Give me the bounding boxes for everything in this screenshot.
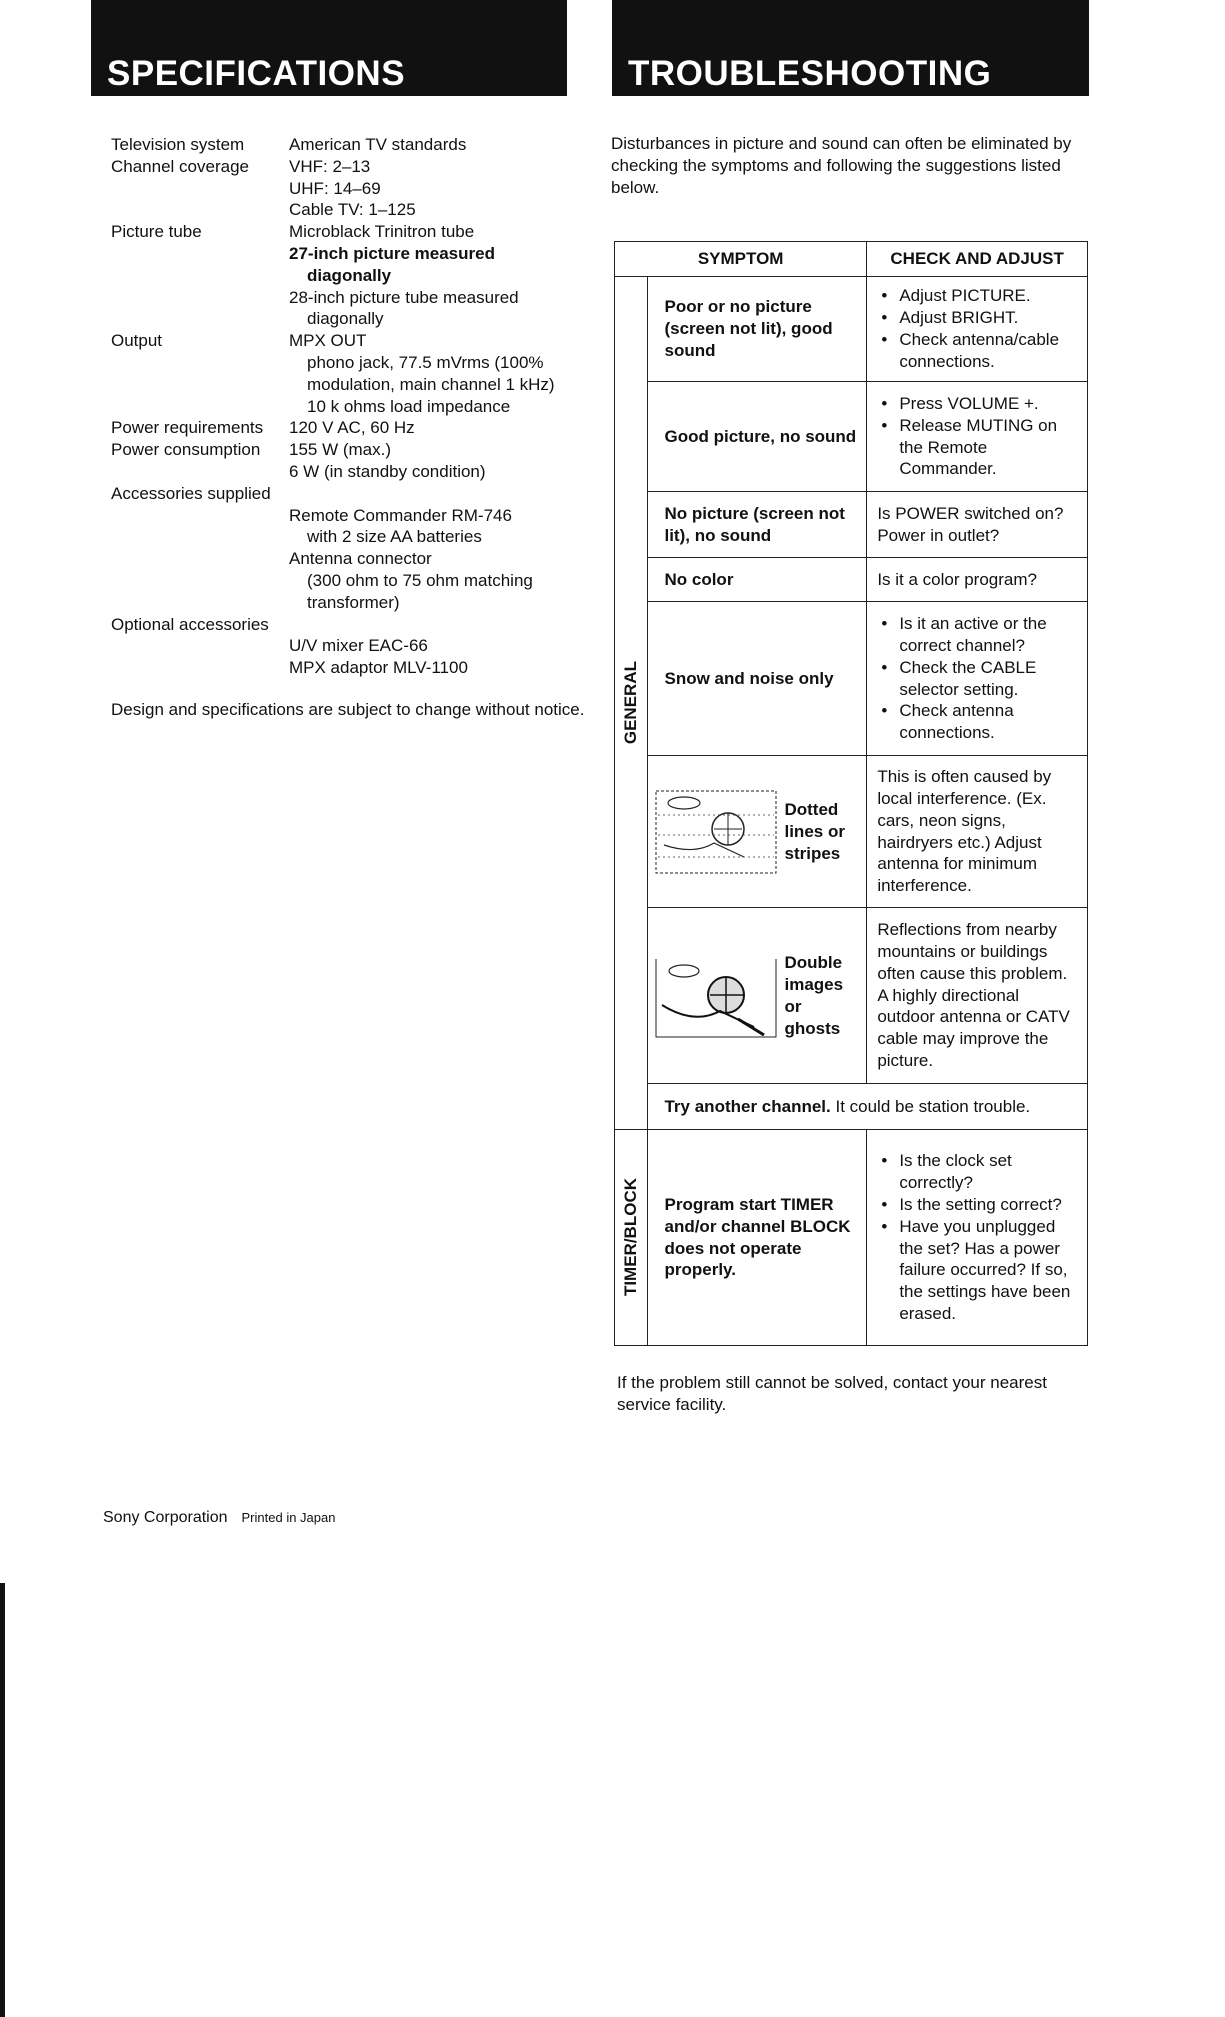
table-row: Double images or ghosts Reflections from nearby mountains or buildings often cause this problem. A highly directional outdoor antenna or CATV cable may improve the picture. (615, 908, 1088, 1084)
table-row: Try another channel. It could be station trouble. (615, 1084, 1088, 1130)
spec-power-consumption: Power consumption 155 W (max.) 6 W (in standby condition) (111, 440, 486, 481)
ghost-images-illustration (654, 949, 778, 1043)
spec-output: Output MPX OUT phono jack, 77.5 mVrms (100% modulation, main channel 1 kHz) 10 k ohms load impedance (111, 331, 555, 416)
specifications-list: Television system American TV standards Channel coverage VHF: 2–13 UHF: 14–69 Cable TV: 1–125 Picture tube Microblack Trinitron tube 27-inch picture measured diagonally 28-inch picture tube measured diagonally Output MPX OUT phono jack, 77.5 mVrms (100% modulation, main channel 1 kHz) 10 k ohms load impedance Power requirements 120 V AC, 60 Hz Power consumption 155 W (max.) 6 W (in standby condition) Accessories supplied Remote Commander RM-746 with 2 size AA batteries Antenna connector (300 ohm to 75 ohm matching transformer) Optional accessories U/V mixer EAC-66 MPX adaptor MLV-1100 Design and specifications are subject to change without notice. (111, 134, 591, 721)
group-general: GENERAL (615, 277, 648, 1130)
spec-optional-accessories: Optional accessories (111, 614, 269, 634)
col-check-adjust: CHECK AND ADJUST (867, 242, 1088, 277)
spec-channel-coverage: Channel coverage VHF: 2–13 UHF: 14–69 Cable TV: 1–125 (111, 156, 416, 220)
troubleshooting-table (614, 241, 1088, 1346)
table-header-row (615, 242, 1088, 277)
table-row: Dotted lines or stripes This is often caused by local interference. (Ex. cars, neon signs, hairdryers etc.) Adjust antenna for minimum interference. (615, 756, 1088, 908)
troubleshooting-intro: Disturbances in picture and sound can often be eliminated by checking the symptoms and following the suggestions listed below. (611, 134, 1072, 197)
col-symptom: SYMPTOM (615, 242, 867, 277)
troubleshooting-footnote: If the problem still cannot be solved, contact your nearest service facility. (617, 1373, 1047, 1414)
table-row: No picture (screen not lit), no sound Is POWER switched on? Power in outlet? (615, 492, 1088, 558)
table-row: No color Is it a color program? (615, 558, 1088, 602)
table-row: TIMER/BLOCK Program start TIMER and/or channel BLOCK does not operate properly. • Is the clock set correctly? • Is the setting correct? • Have you unplugged the set? Has a power failure occurred? If so, the settings have been erased. (615, 1130, 1088, 1346)
table-row: GENERAL Poor or no picture (screen not lit), good sound • Adjust PICTURE. • Adjust BRIGHT. • Check antenna/cable connections. (615, 277, 1088, 382)
specifications-header (91, 0, 567, 96)
spec-power-requirements: Power requirements 120 V AC, 60 Hz (111, 418, 415, 438)
troubleshooting-title: TROUBLESHOOTING (628, 54, 992, 93)
group-timer-block: TIMER/BLOCK (615, 1130, 648, 1346)
printed-note: Printed in Japan (241, 1510, 336, 1525)
footer (103, 1509, 335, 1527)
spec-accessories-supplied: Accessories supplied (111, 483, 271, 503)
page-edge-bar (0, 1583, 5, 2017)
spec-television-system: Television system American TV standards (111, 135, 467, 154)
specifications-title: SPECIFICATIONS (107, 54, 406, 93)
table-row: Snow and noise only • Is it an active or the correct channel? • Check the CABLE selector setting. • Check antenna connections. (615, 602, 1088, 756)
company-name: Sony Corporation (103, 1509, 228, 1526)
dotted-lines-illustration (654, 785, 778, 879)
spec-note: Design and specifications are subject to change without notice. (111, 699, 585, 719)
table-row: Good picture, no sound • Press VOLUME +. • Release MUTING on the Remote Commander. (615, 382, 1088, 492)
troubleshooting-header (612, 0, 1089, 96)
spec-picture-tube: Picture tube Microblack Trinitron tube 27-inch picture measured diagonally 28-inch picture tube measured diagonally (111, 222, 519, 329)
